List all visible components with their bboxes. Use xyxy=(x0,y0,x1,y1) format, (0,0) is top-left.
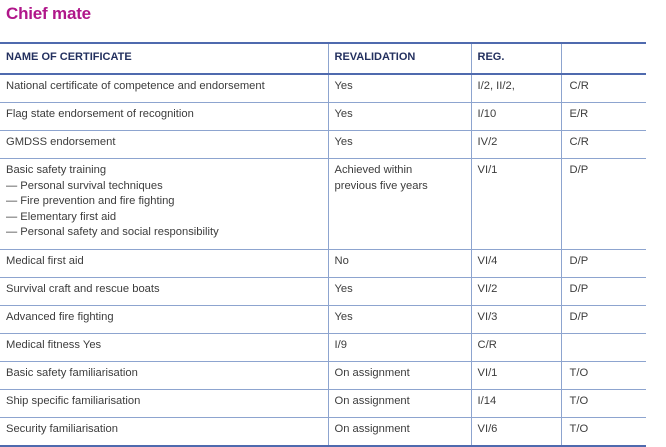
revalidation-value: On assignment xyxy=(334,423,410,435)
code-cell: D/P xyxy=(561,306,646,334)
table-row xyxy=(0,250,646,278)
code-cell: C/R xyxy=(561,131,646,159)
certificate-name-cell xyxy=(0,103,328,131)
certificate-subitem: — Personal safety and social responsibility xyxy=(6,226,219,238)
revalidation-value: Yes xyxy=(334,136,353,148)
revalidation-value: On assignment xyxy=(334,367,410,379)
code-cell xyxy=(561,334,646,362)
certificate-subitem: — Fire prevention and fire fighting xyxy=(6,195,175,207)
revalidation-cell xyxy=(328,103,471,131)
certificate-name: Medical fitness Yes xyxy=(6,339,102,351)
table-row xyxy=(0,362,646,390)
reg-cell: I/2, II/2, xyxy=(471,74,561,103)
revalidation-cell xyxy=(328,278,471,306)
table-row xyxy=(0,278,646,306)
certificate-name-cell xyxy=(0,74,328,103)
certificate-name-cell xyxy=(0,334,328,362)
code-cell: D/P xyxy=(561,159,646,250)
page-title: Chief mate xyxy=(6,4,91,23)
column-header-reg: REG. xyxy=(471,43,561,74)
certificate-name: Survival craft and rescue boats xyxy=(6,283,160,295)
code-cell: E/R xyxy=(561,103,646,131)
certificate-name-cell xyxy=(0,278,328,306)
revalidation-value: Yes xyxy=(334,80,353,92)
reg-cell: I/14 xyxy=(471,390,561,418)
table-row xyxy=(0,306,646,334)
certificate-name-cell xyxy=(0,250,328,278)
code-cell: D/P xyxy=(561,250,646,278)
code-cell: C/R xyxy=(561,74,646,103)
reg-cell: IV/2 xyxy=(471,131,561,159)
table-row xyxy=(0,334,646,362)
revalidation-cell xyxy=(328,418,471,447)
certificate-name-cell xyxy=(0,159,328,250)
certificate-subitem: — Personal survival techniques xyxy=(6,179,163,192)
reg-cell: C/R xyxy=(471,334,561,362)
revalidation-value: Achieved within xyxy=(334,164,413,176)
certificate-table xyxy=(0,42,646,447)
revalidation-cell xyxy=(328,250,471,278)
reg-cell: VI/1 xyxy=(471,362,561,390)
reg-cell: VI/1 xyxy=(471,159,561,250)
certificate-name: Basic safety training xyxy=(6,164,107,176)
table-row xyxy=(0,131,646,159)
revalidation-value: On assignment xyxy=(334,395,410,407)
revalidation-value: Yes xyxy=(334,108,353,120)
revalidation-value-line2: previous five years xyxy=(334,179,428,192)
certificate-name: Basic safety familiarisation xyxy=(6,367,138,379)
revalidation-cell xyxy=(328,159,471,250)
code-cell: D/P xyxy=(561,278,646,306)
reg-cell: VI/2 xyxy=(471,278,561,306)
table-row xyxy=(0,74,646,103)
certificate-name-cell xyxy=(0,390,328,418)
certificate-name: Security familiarisation xyxy=(6,423,118,435)
column-header-name: NAME OF CERTIFICATE xyxy=(0,43,328,74)
certificate-name-cell xyxy=(0,306,328,334)
certificate-subitem: — Elementary first aid xyxy=(6,210,117,223)
revalidation-cell xyxy=(328,362,471,390)
revalidation-cell xyxy=(328,334,471,362)
table-row xyxy=(0,159,646,250)
code-cell: T/O xyxy=(561,418,646,447)
revalidation-value: Yes xyxy=(334,311,353,323)
certificate-name: Flag state endorsement of recognition xyxy=(6,108,194,120)
code-cell: T/O xyxy=(561,362,646,390)
table-row xyxy=(0,418,646,447)
column-header-code xyxy=(561,43,646,74)
reg-cell: VI/3 xyxy=(471,306,561,334)
table-header-row xyxy=(0,43,646,74)
revalidation-cell xyxy=(328,306,471,334)
revalidation-cell xyxy=(328,74,471,103)
certificate-name: Medical first aid xyxy=(6,255,84,267)
certificate-name: National certificate of competence and endorsement xyxy=(6,80,265,92)
certificate-name-cell xyxy=(0,131,328,159)
table-row xyxy=(0,390,646,418)
revalidation-cell xyxy=(328,131,471,159)
reg-cell: I/10 xyxy=(471,103,561,131)
reg-cell: VI/4 xyxy=(471,250,561,278)
revalidation-value: I/9 xyxy=(334,339,347,351)
certificate-name: Advanced fire fighting xyxy=(6,311,114,323)
revalidation-value: Yes xyxy=(334,283,353,295)
certificate-name: Ship specific familiarisation xyxy=(6,395,141,407)
table-row xyxy=(0,103,646,131)
certificate-name: GMDSS endorsement xyxy=(6,136,116,148)
revalidation-value: No xyxy=(334,255,349,267)
certificate-name-cell xyxy=(0,362,328,390)
revalidation-cell xyxy=(328,390,471,418)
certificate-name-cell xyxy=(0,418,328,447)
column-header-revalidation: REVALIDATION xyxy=(328,43,471,74)
reg-cell: VI/6 xyxy=(471,418,561,447)
code-cell: T/O xyxy=(561,390,646,418)
